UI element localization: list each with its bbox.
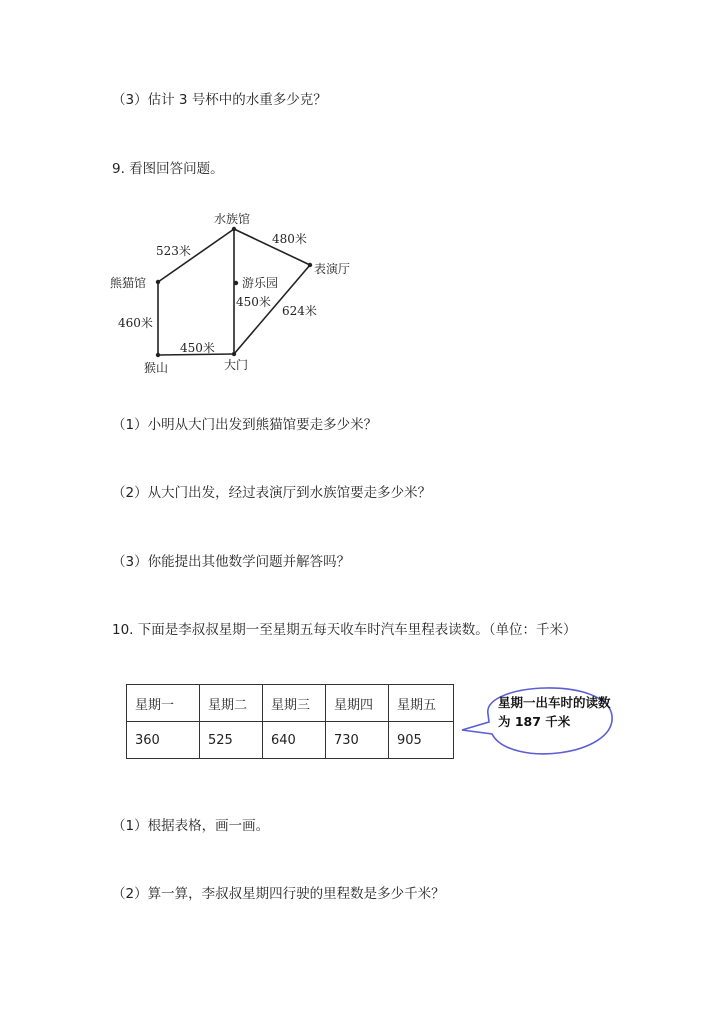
point-gate [232, 352, 236, 356]
dist-panda-monkey: 460米 [118, 316, 153, 330]
dist-panda-aquarium: 523米 [156, 244, 191, 258]
q9-part2: （2）从大门出发，经过表演厅到水族馆要走多少米？ [112, 485, 432, 501]
table-cell: 360 [127, 722, 200, 759]
dist-gate-aquarium: 450米 [236, 295, 271, 309]
label-aquarium: 水族馆 [214, 212, 251, 226]
point-panda [156, 280, 160, 284]
dist-show-gate: 624米 [282, 304, 317, 318]
label-playground: 游乐园 [242, 276, 279, 290]
speech-bubble-text: 星期一出车时的读数为 187 千米 [498, 695, 611, 729]
q10-part1: （1）根据表格，画一画。 [112, 818, 270, 834]
label-show-hall: 表演厅 [314, 262, 351, 276]
table-header-cell: 星期三 [263, 685, 326, 722]
q9-title: 9. 看图回答问题。 [112, 161, 224, 177]
point-aquarium [232, 227, 236, 231]
mileage-table [126, 684, 454, 759]
dist-aquarium-show: 480米 [272, 232, 307, 246]
table-cell: 905 [389, 722, 454, 759]
q9-part3: （3）你能提出其他数学问题并解答吗？ [112, 554, 351, 570]
table-cell: 640 [263, 722, 326, 759]
table-header-row [127, 685, 454, 722]
q9-part1: （1）小明从大门出发到熊猫馆要走多少米？ [112, 417, 378, 433]
point-show [308, 263, 312, 267]
dist-monkey-gate: 450米 [180, 341, 215, 355]
q10-title: 10. 下面是李叔叔星期一至星期五每天收车时汽车里程表读数。（单位：千米） [112, 622, 577, 638]
table-header-cell: 星期一 [127, 685, 200, 722]
table-header-cell: 星期二 [200, 685, 263, 722]
table-cell: 730 [326, 722, 389, 759]
table-header-cell: 星期五 [389, 685, 454, 722]
q10-part2: （2）算一算，李叔叔星期四行驶的里程数是多少千米？ [112, 886, 445, 902]
zoo-map-diagram [100, 205, 360, 380]
table-row [127, 722, 454, 759]
label-panda: 熊猫馆 [110, 276, 147, 290]
point-monkey [156, 353, 160, 357]
label-gate: 大门 [224, 358, 249, 372]
label-monkey: 猴山 [144, 361, 169, 375]
point-playground [234, 281, 238, 285]
table-cell: 525 [200, 722, 263, 759]
q8-part3: （3）估计 3 号杯中的水重多少克？ [112, 92, 327, 108]
table-header-cell: 星期四 [326, 685, 389, 722]
